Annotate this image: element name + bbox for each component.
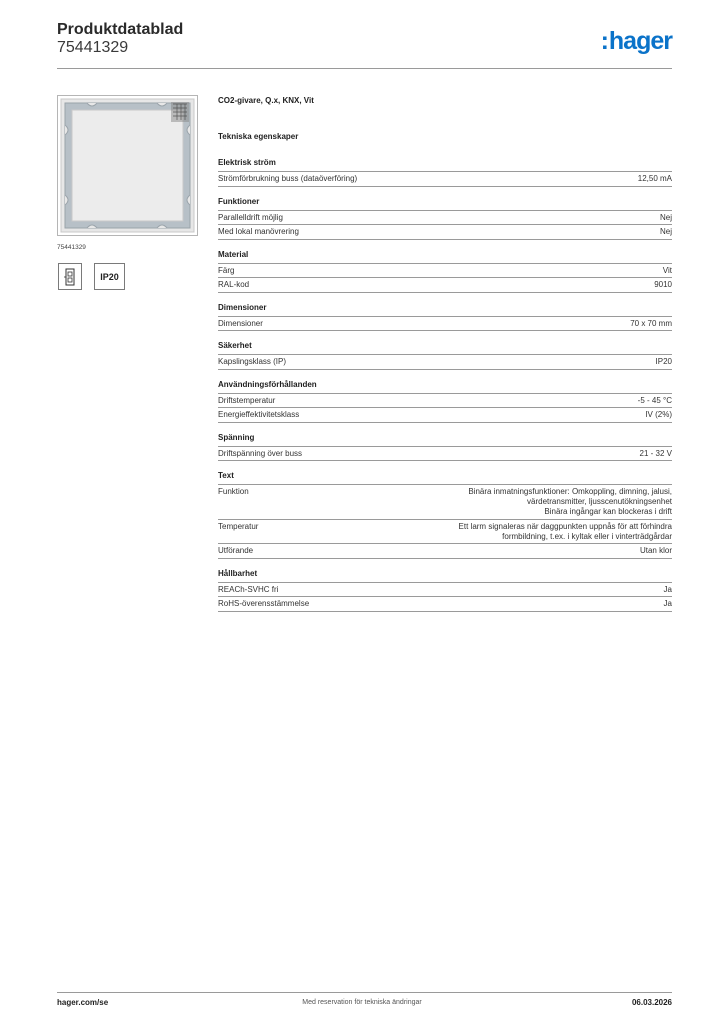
spec-row (218, 394, 672, 409)
spec-value: Nej (659, 212, 672, 222)
spec-value: -5 - 45 °C (637, 395, 672, 405)
spec-label: Parallelldrift möjlig (218, 212, 283, 222)
spec-group (218, 469, 672, 559)
spec-value: 9010 (654, 280, 672, 289)
spec-group (218, 567, 672, 612)
spec-label: Kapslingsklass (IP) (218, 357, 287, 366)
spec-label: Funktion (218, 487, 249, 496)
page-title: Produktdatablad (57, 21, 184, 38)
spec-label: RAL-kod (218, 280, 250, 289)
footer-disclaimer: Med reservation för tekniska ändringar (302, 999, 422, 1006)
spec-value: Ja (663, 599, 672, 608)
spec-group-title: Text (218, 469, 672, 485)
spec-row (218, 225, 672, 240)
spec-row (218, 544, 672, 559)
spec-group (218, 378, 672, 423)
spec-group-title: Dimensioner (218, 301, 672, 317)
spec-value (468, 487, 672, 517)
spec-label: Utförande (218, 546, 254, 555)
spec-label: REACh-SVHC fri (218, 584, 279, 594)
spec-value: IP20 (655, 357, 672, 366)
spec-group-title: Elektrisk ström (218, 156, 672, 172)
spec-label: Temperatur (218, 521, 259, 531)
spec-group (218, 431, 672, 462)
spec-row (218, 520, 672, 545)
ip-rating-badge: IP20 (94, 263, 125, 290)
spec-group (218, 301, 672, 332)
spec-value: Vit (662, 265, 672, 275)
spec-value-line: formbildning, t.ex. i kyltak eller i vinterträdgårdar (502, 531, 672, 541)
hager-logo (601, 27, 672, 56)
spec-label: Dimensioner (218, 318, 263, 328)
spec-group-title: Funktioner (218, 195, 672, 211)
spec-label: Energieffektivitetsklass (218, 410, 300, 419)
spec-value (459, 522, 672, 542)
spec-row (218, 355, 672, 370)
spec-label: Med lokal manövrering (218, 227, 299, 236)
spec-value-line: Ett larm signaleras när daggpunkten uppnås för att förhindra (458, 521, 672, 531)
spec-content (218, 95, 672, 620)
logo-text: hager (608, 27, 672, 55)
spec-value-line: Binära inmatningsfunktioner: Omkoppling, dimning, jalusi, (468, 487, 672, 496)
spec-value: Ja (663, 584, 672, 594)
product-image (57, 95, 198, 236)
spec-value: Nej (659, 227, 672, 236)
spec-label: RoHS-överensstämmelse (218, 599, 310, 608)
spec-value: 12,50 mA (637, 174, 672, 183)
knx-symbol-icon (58, 263, 82, 290)
product-name: CO2-givare, Q.x, KNX, Vit (218, 96, 314, 105)
spec-value: IV (2%) (645, 410, 672, 419)
spec-row (218, 278, 672, 293)
footer-website: hager.com/se (57, 998, 109, 1007)
spec-group-title: Användningsförhållanden (218, 378, 672, 394)
header-divider (57, 68, 672, 69)
logo-colon-icon: : (600, 27, 608, 55)
spec-group (218, 156, 672, 187)
spec-row (218, 408, 672, 423)
section-title: Tekniska egenskaper (218, 132, 299, 141)
spec-group-title: Hållbarhet (218, 567, 672, 583)
footer-divider (57, 992, 672, 993)
spec-value-line: värdetransmitter, ljusscenutökningsenhet (527, 497, 672, 506)
spec-row (218, 447, 672, 462)
spec-value: Utan klor (639, 546, 672, 555)
spec-group-title: Material (218, 248, 672, 264)
spec-label: Strömförbrukning buss (dataöverföring) (218, 174, 358, 183)
spec-value: 70 x 70 mm (630, 318, 672, 328)
spec-row (218, 597, 672, 612)
spec-label: Driftspänning över buss (218, 448, 303, 458)
spec-groups (218, 156, 672, 612)
spec-group (218, 248, 672, 293)
spec-row (218, 211, 672, 226)
spec-label: Driftstemperatur (218, 395, 276, 405)
spec-group (218, 195, 672, 240)
spec-row (218, 485, 672, 520)
spec-row (218, 264, 672, 279)
spec-value: 21 - 32 V (639, 448, 672, 458)
spec-label: Färg (218, 265, 235, 275)
image-caption: 75441329 (57, 244, 86, 251)
spec-group (218, 339, 672, 370)
spec-value-line: Binära ingångar kan blockeras i drift (544, 507, 672, 516)
article-number: 75441329 (57, 39, 129, 56)
spec-group-title: Säkerhet (218, 339, 672, 355)
spec-row (218, 583, 672, 598)
spec-group-title: Spänning (218, 431, 672, 447)
spec-row (218, 172, 672, 187)
footer-date: 06.03.2026 (631, 998, 672, 1007)
spec-row (218, 317, 672, 332)
